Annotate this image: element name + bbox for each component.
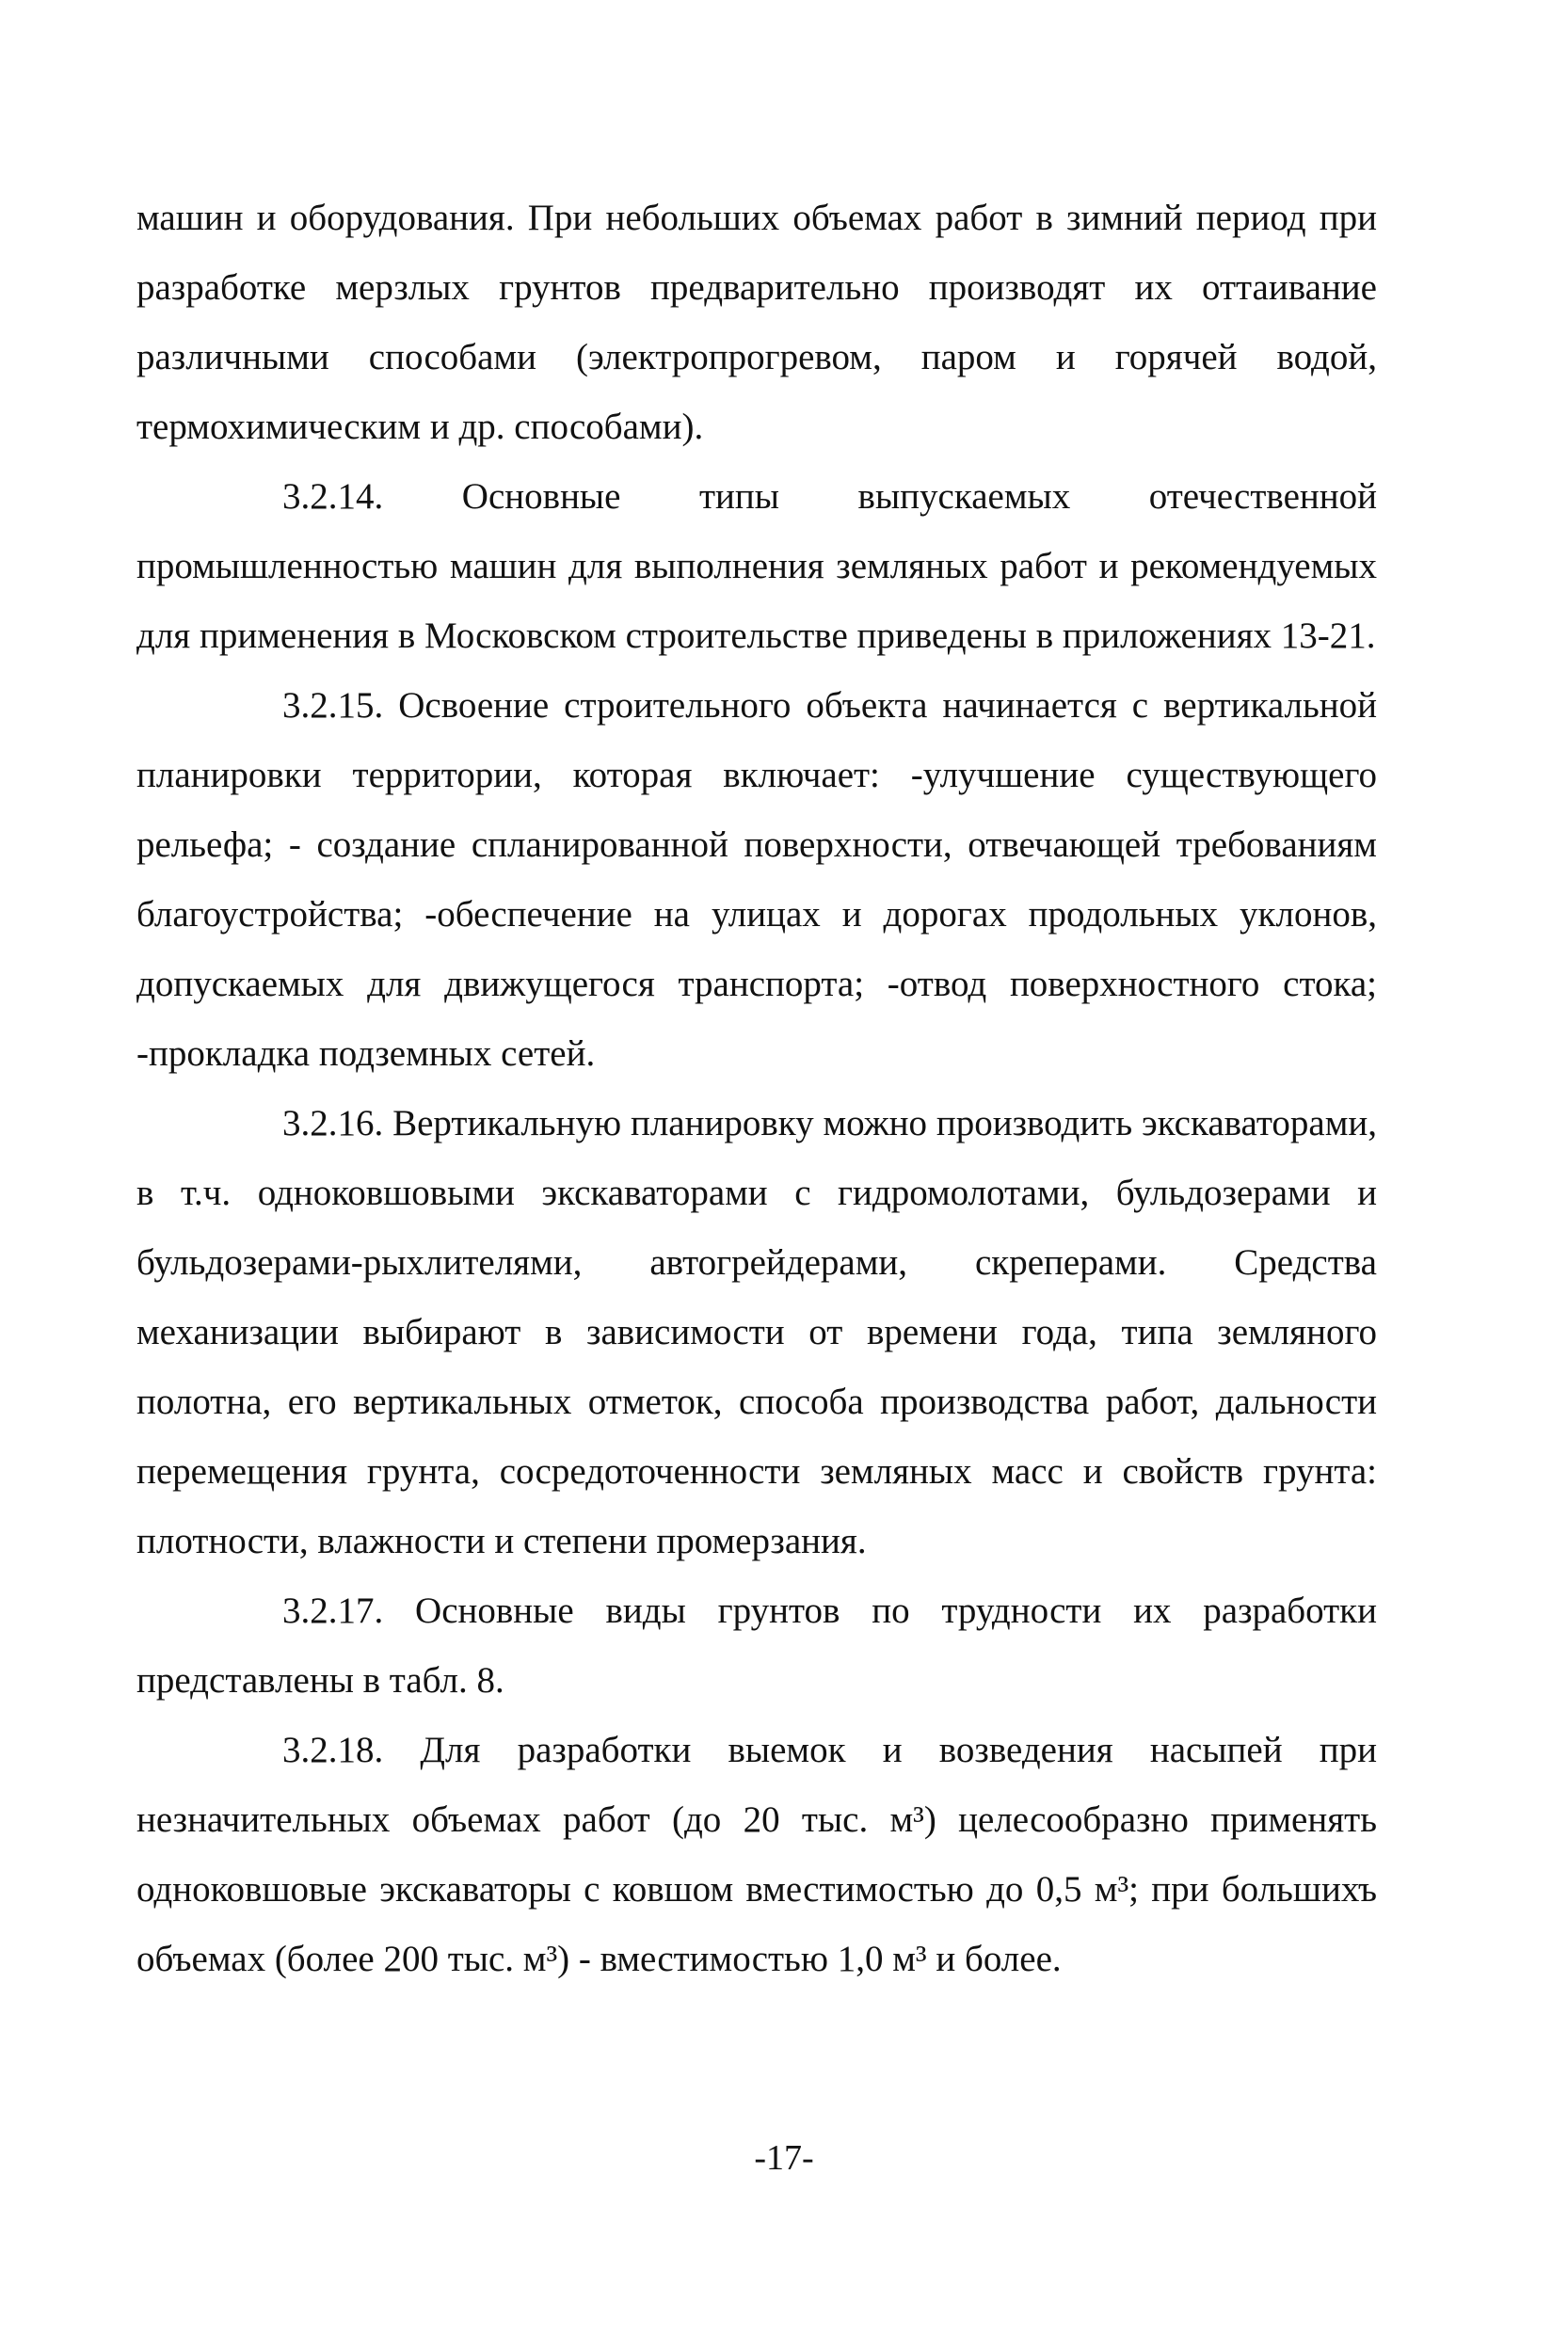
paragraph-3-2-16: 3.2.16. Вертикальную планировку можно производить экскаваторами, в т.ч. одноковшовыми экскаваторами с гидромолотами, бульдозерами и бульдозерами-рыхлителями, автогрейдерами, скреперами. Средства механизации выбирают в зависимости от времени года, типа земляного полотна, его вертикальных отметок, способа производства работ, дальности перемещения грунта, сосредоточенности земляных масс и свойств грунта: плотности, влажности и степени промерзания.	[136, 1103, 1377, 1561]
paragraph-3-2-17: 3.2.17. Основные виды грунтов по трудности их разработки представлены в табл. 8.	[136, 1591, 1377, 1701]
paragraph-3-2-18: 3.2.18. Для разработки выемок и возведения насыпей при незначительных объемах работ (до 20 тыс. м³) целесообразно применять одноковшовые экскаваторы с ковшом вместимостью до 0,5 м³; при большихъ объемах (более 200 тыс. м³) - вместимостью 1,0 м³ и более.	[136, 1730, 1377, 1979]
page-number: -17-	[754, 2138, 814, 2178]
paragraph-continuation: машин и оборудования. При небольших объемах работ в зимний период при разработке мерзлых грунтов предварительно производят их оттаивание различными способами (электропрогревом, паром и горячей водой, термохимическим и др. способами).	[136, 198, 1377, 447]
paragraph-3-2-14: 3.2.14. Основные типы выпускаемых отечественной промышленностью машин для выполнения земляных работ и рекомендуемых для применения в Московском строительстве приведены в приложениях 13-21.	[136, 476, 1377, 656]
body-text	[136, 184, 1377, 1994]
paragraph-3-2-15: 3.2.15. Освоение строительного объекта начинается с вертикальной планировки территории, которая включает: -улучшение существующего рельефа; - создание спланированной поверхности, отвечающей требованиям благоустройства; -обеспечение на улицах и дорогах продольных уклонов, допускаемых для движущегося транспорта; -отвод поверхностного стока; -прокладка подземных сетей.	[136, 685, 1377, 1074]
